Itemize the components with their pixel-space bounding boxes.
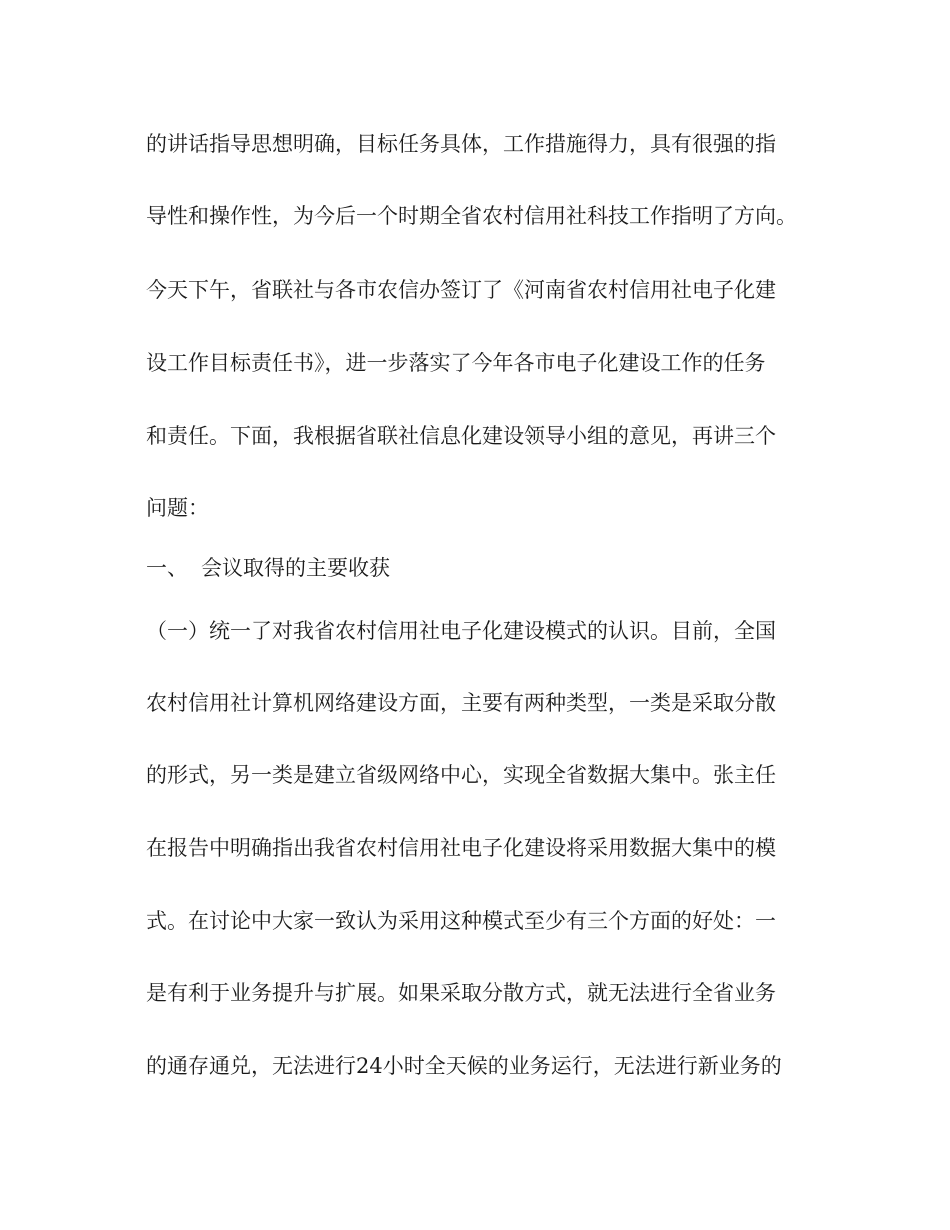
paragraph-line: 的形式，另一类是建立省级网络中心，实现全省数据大集中。张主任 <box>146 763 776 787</box>
paragraph-line: （一）统一了对我省农村信用社电子化建设模式的认识。目前，全国 <box>146 619 776 643</box>
paragraph-line: 和责任。下面，我根据省联社信息化建设领导小组的意见，再讲三个 <box>146 424 776 448</box>
paragraph-line: 的讲话指导思想明确，目标任务具体，工作措施得力，具有很强的指 <box>146 132 776 156</box>
section-heading-text: 会议取得的主要收获 <box>201 556 390 580</box>
section-heading <box>146 553 390 583</box>
section-heading-number: 一、 <box>146 556 188 580</box>
paragraph-line: 式。在讨论中大家一致认为采用这种模式至少有三个方面的好处：一 <box>146 909 776 933</box>
paragraph-line: 的通存通兑，无法进行24小时全天候的业务运行，无法进行新业务的 <box>146 1054 782 1078</box>
paragraph-line: 设工作目标责任书》，进一步落实了今年各市电子化建设工作的任务 <box>146 351 766 375</box>
paragraph-line: 导性和操作性，为今后一个时期全省农村信用社科技工作指明了方向。 <box>146 204 797 228</box>
paragraph-line: 是有利于业务提升与扩展。如果采取分散方式，就无法进行全省业务 <box>146 981 776 1005</box>
paragraph-line: 问题： <box>146 496 209 520</box>
paragraph-line: 今天下午，省联社与各市农信办签订了《河南省农村信用社电子化建 <box>146 278 776 302</box>
paragraph-line: 在报告中明确指出我省农村信用社电子化建设将采用数据大集中的模 <box>146 836 776 860</box>
paragraph-line: 农村信用社计算机网络建设方面，主要有两种类型，一类是采取分散 <box>146 691 776 715</box>
